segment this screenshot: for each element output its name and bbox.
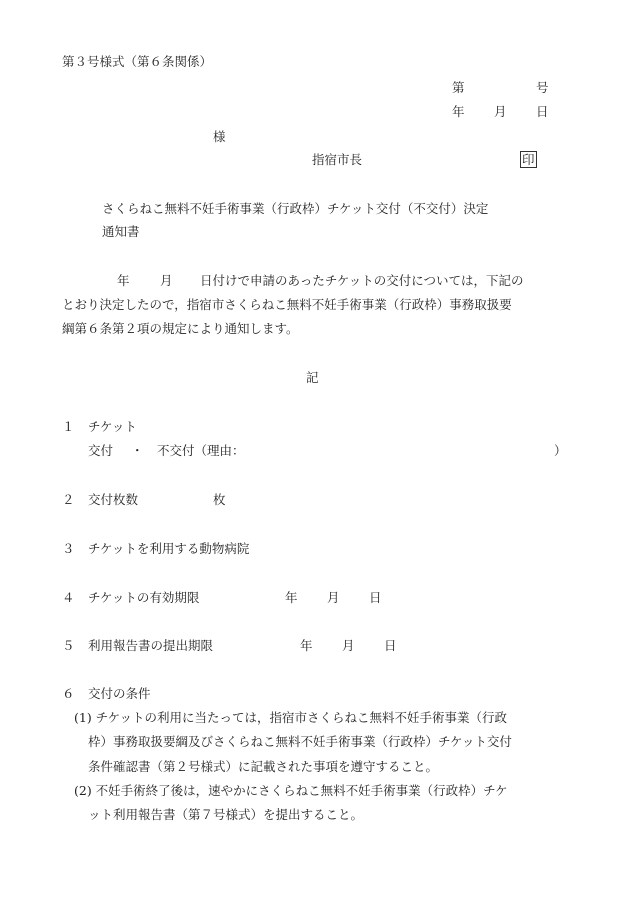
date-nen: 年	[452, 104, 465, 119]
recipient-sama: 様	[213, 129, 226, 144]
item5-tsuki: 月	[342, 638, 355, 653]
doc-number-dai: 第	[452, 80, 465, 95]
item3-label: チケットを利用する動物病院	[88, 541, 250, 556]
item4-tsuki: 月	[327, 590, 340, 605]
condition1-line3: 条件確認書（第２号様式）に記載された事項を遵守すること。	[88, 759, 439, 774]
issuer-name: 指宿市長	[312, 152, 363, 167]
item6-number: ６	[62, 686, 75, 701]
body-line3: 綱第６条第２項の規定により通知します。	[62, 321, 299, 336]
seal-mark: 印	[522, 152, 535, 167]
item4-label: チケットの有効期限	[88, 590, 200, 605]
item3-number: ３	[62, 541, 75, 556]
condition2-line2: ット利用報告書（第７号様式）を提出すること。	[88, 807, 364, 822]
condition2-line1: (2) 不妊手術終了後は，速やかにさくらねこ無料不妊手術事業（行政枠）チケ	[74, 783, 508, 798]
body-nen: 年	[117, 273, 130, 288]
item1-koufu: 交付	[88, 443, 114, 458]
item1-close-paren: ）	[554, 443, 567, 458]
date-hi: 日	[536, 104, 549, 119]
item1-dot: ・	[131, 443, 144, 458]
item1-label: チケット	[88, 419, 137, 434]
condition1-line2: 枠）事務取扱要綱及びさくらねこ無料不妊手術事業（行政枠）チケット交付	[88, 734, 512, 749]
item5-label: 利用報告書の提出期限	[88, 638, 214, 653]
item5-hi: 日	[384, 638, 397, 653]
body-tsuki: 月	[160, 273, 173, 288]
condition1-line1: (1) チケットの利用に当たっては，指宿市さくらねこ無料不妊手術事業（行政	[74, 710, 508, 725]
item5-number: ５	[62, 638, 75, 653]
item4-hi: 日	[369, 590, 382, 605]
form-number: 第３号様式（第６条関係）	[62, 54, 213, 69]
item2-unit: 枚	[213, 492, 226, 507]
item5-nen: 年	[300, 638, 313, 653]
item4-nen: 年	[285, 590, 298, 605]
body-line1: 日付けで申請のあったチケットの交付については，下記の	[200, 273, 524, 288]
item4-number: ４	[62, 590, 75, 605]
document-title-line1: さくらねこ無料不妊手術事業（行政枠）チケット交付（不交付）決定	[102, 201, 489, 216]
item2-number: ２	[62, 492, 75, 507]
body-line2: とおり決定したので，指宿市さくらねこ無料不妊手術事業（行政枠）事務取扱要	[62, 297, 512, 312]
item2-label: 交付枚数	[88, 492, 139, 507]
doc-number-go: 号	[536, 80, 549, 95]
date-tsuki: 月	[494, 104, 507, 119]
item1-number: １	[62, 419, 75, 434]
item1-reason: 不交付（理由：	[157, 443, 245, 458]
item6-label: 交付の条件	[88, 686, 151, 701]
ki-heading: 記	[306, 370, 319, 385]
document-title-line2: 通知書	[102, 224, 140, 239]
